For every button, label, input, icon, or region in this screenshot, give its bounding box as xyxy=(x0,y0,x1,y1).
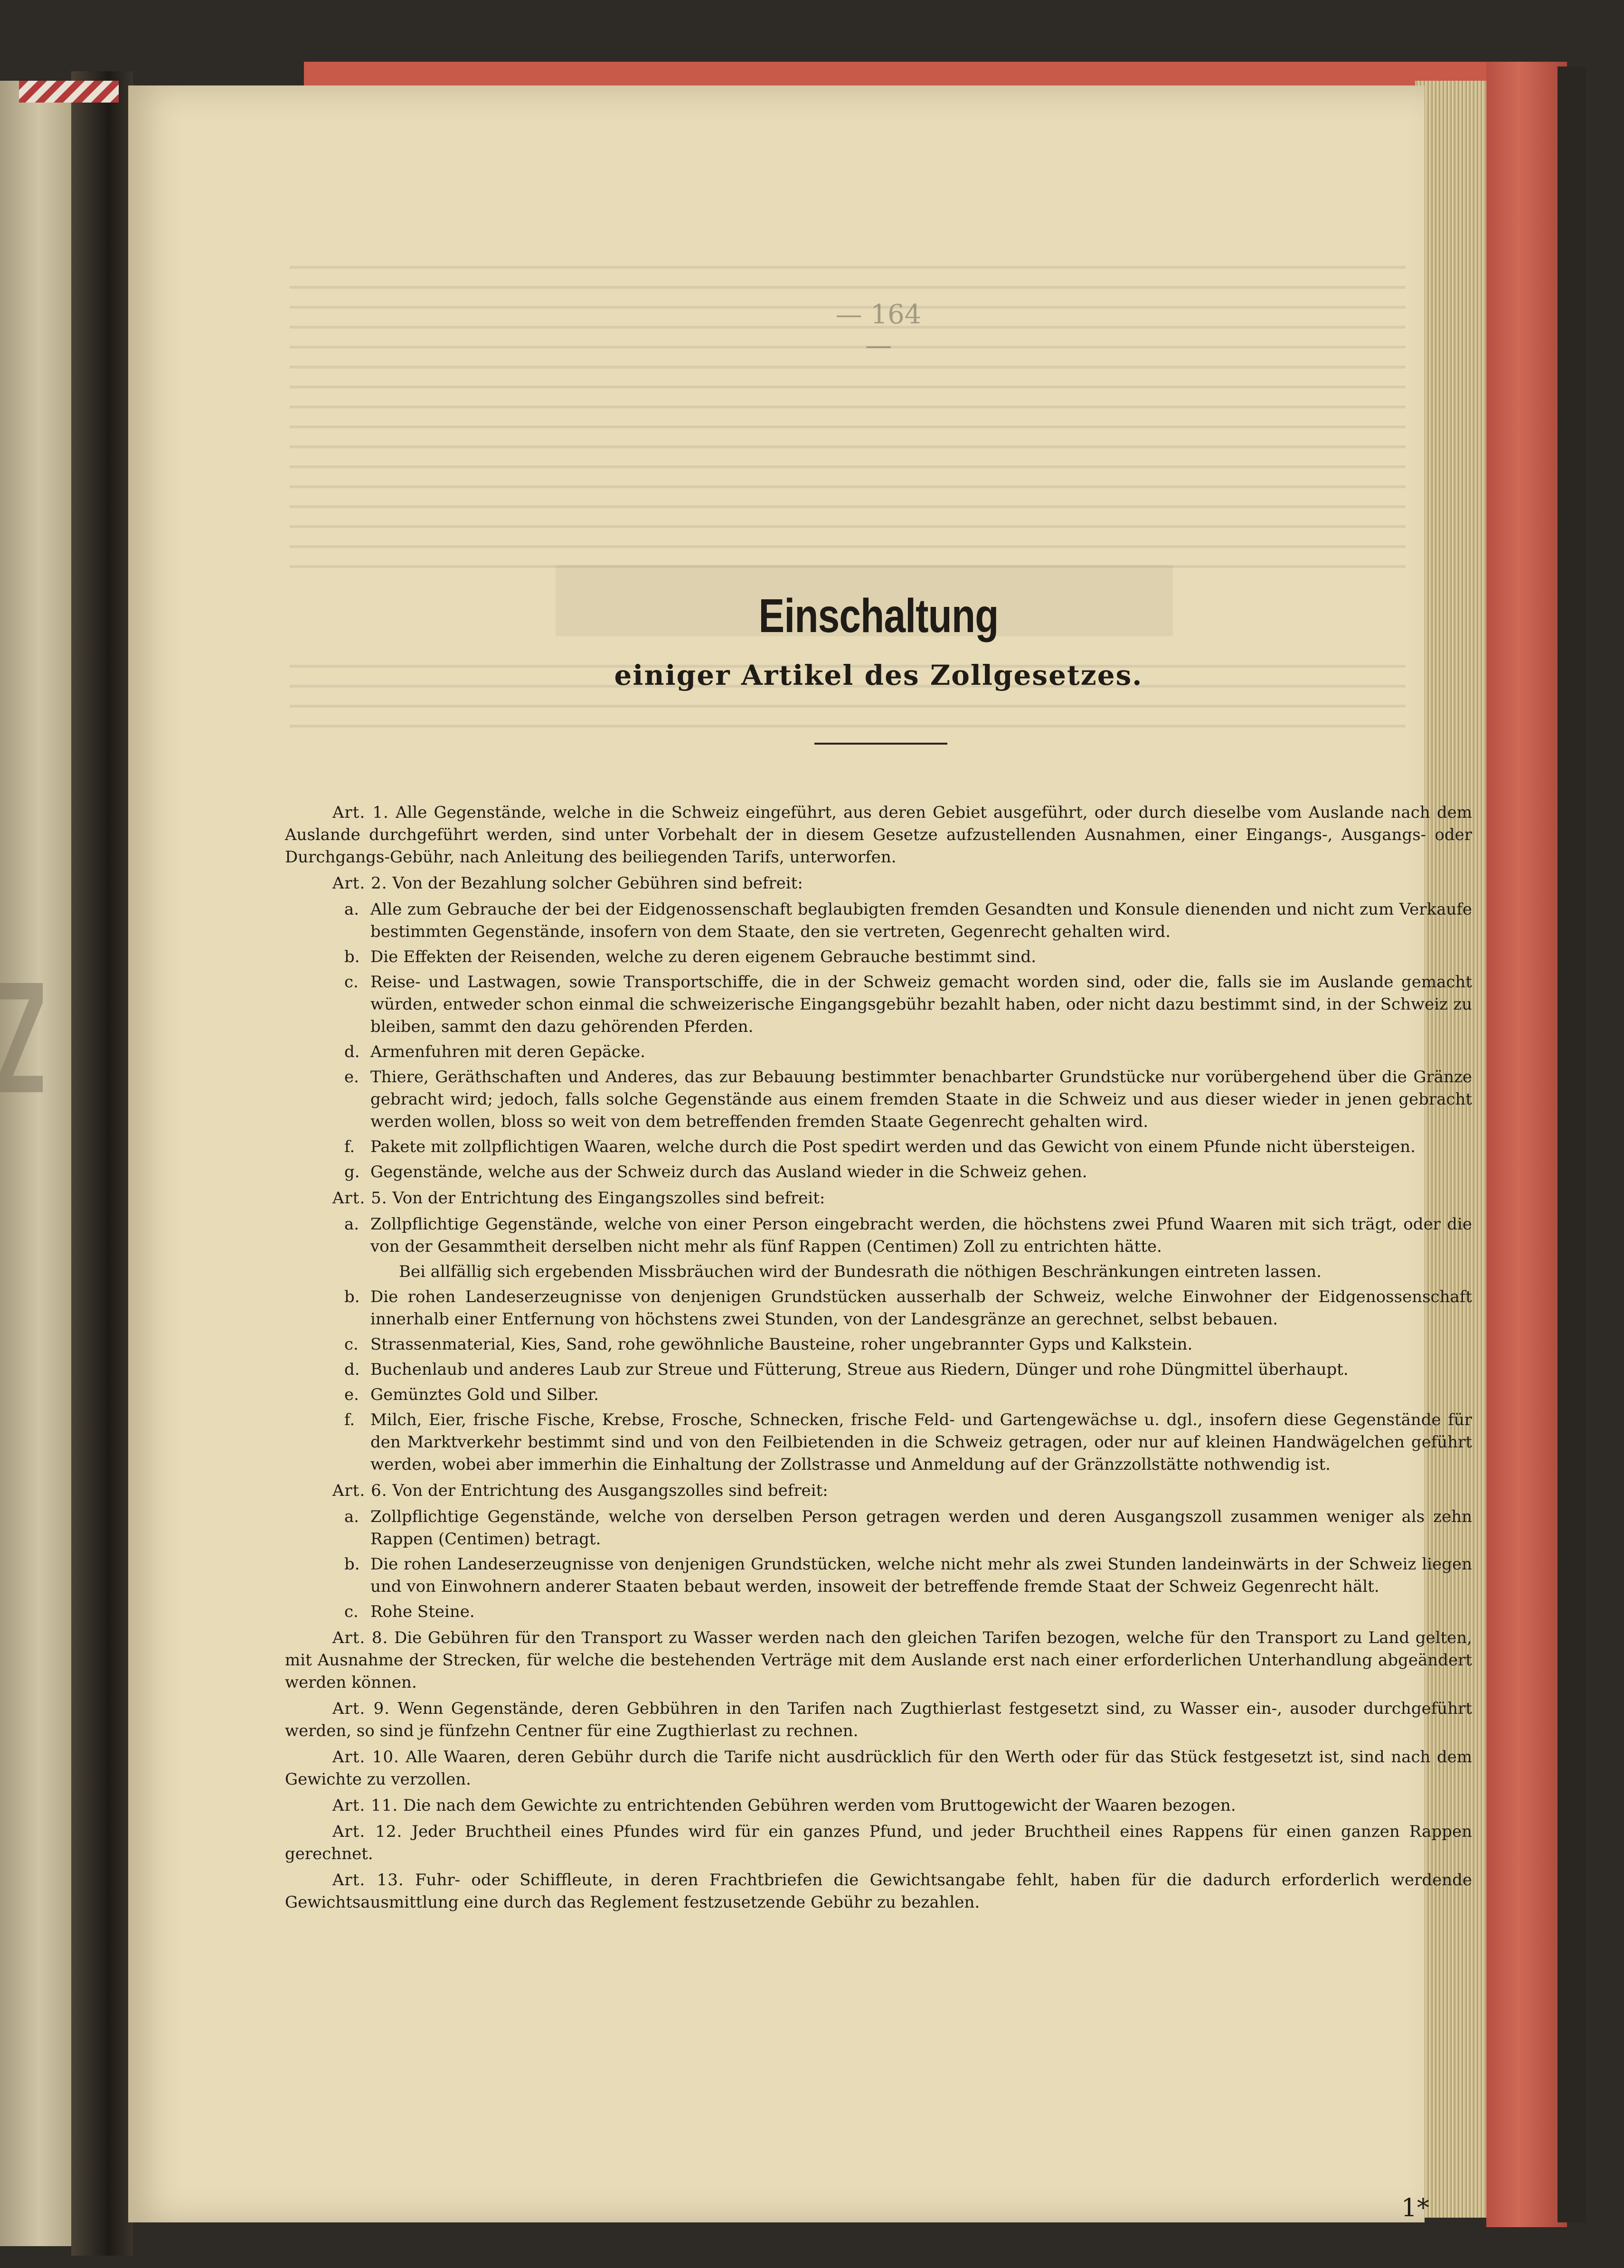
item-text: Milch, Eier, frische Fische, Krebse, Frosche, Schnecken, frische Feld- und Gartengewächse u. dgl., insofern diese Gegenstände für den Marktverkehr bestimmt sind und von den Feilbietenden in die Schweiz getragen, oder nur auf kleinen Handwägelchen geführt werden, wobei aber immerhin die Einhaltung der Zollstrasse und Anmeldung auf der Gränzzollstätte nothwendig ist. xyxy=(370,1410,1472,1474)
article xyxy=(285,1821,1472,1865)
article-text: Fuhr- oder Schiffleute, in deren Frachtbriefen die Gewichtsangabe fehlt, haben für die dadurch erforderlich werdende Gewichtsausmittlung eine durch das Reglement festzusetzende Gebühr zu bezahlen. xyxy=(285,1871,1473,1912)
item-label: a. xyxy=(344,900,359,919)
article xyxy=(285,1795,1472,1817)
article-item xyxy=(285,1553,1472,1598)
facing-page-edge xyxy=(0,81,71,2246)
item-label: g. xyxy=(344,1162,360,1181)
article-label: Art. 10. xyxy=(332,1748,399,1767)
item-note: Bei allfällig sich ergebenden Missbräuchen wird der Bundesrath die nöthigen Beschränkungen eintreten lassen. xyxy=(399,1262,1322,1281)
article-text: Von der Bezahlung solcher Gebühren sind befreit: xyxy=(392,874,803,893)
article-text: Die nach dem Gewichte zu entrichtenden Gebühren werden vom Bruttogewicht der Waaren bezogen. xyxy=(403,1796,1236,1815)
item-text: Zollpflichtige Gegenstände, welche von einer Person eingebracht werden, die höchstens zwei Pfund Waaren mit sich trägt, oder die von der Gesammtheit derselben nicht mehr als fünf Rappen (Centimen) Zoll zu entrichten hätte. xyxy=(370,1215,1472,1256)
page-title: Einschaltung xyxy=(758,589,999,643)
cover-board-right xyxy=(1486,62,1567,2227)
article-label: Art. 12. xyxy=(332,1822,403,1841)
article xyxy=(285,872,1472,895)
article-text: Von der Entrichtung des Eingangszolles sind befreit: xyxy=(392,1189,825,1208)
item-text: Zollpflichtige Gegenstände, welche von derselben Person getragen werden und deren Ausgangszoll zusammen weniger als zehn Rappen (Centimen) betragt. xyxy=(370,1507,1472,1549)
item-text: Rohe Steine. xyxy=(370,1602,475,1621)
article-item xyxy=(285,946,1472,968)
article-item xyxy=(285,1359,1472,1381)
article xyxy=(285,1480,1472,1502)
document-page xyxy=(128,85,1473,2222)
item-label: e. xyxy=(344,1385,359,1404)
article-text: Die Gebühren für den Transport zu Wasser werden nach den gleichen Tarifen bezogen, welche für den Transport zu Land gelten, mit Ausnahme der Strecken, für welche die bestehenden Verträge mit dem Auslande erst nach einer erforderlichen Unterhandlung abgeändert werden können. xyxy=(285,1628,1472,1692)
item-text: Die Effekten der Reisenden, welche zu deren eigenem Gebrauche bestimmt sind. xyxy=(370,947,1037,966)
item-label: b. xyxy=(344,1555,360,1574)
item-label: f. xyxy=(344,1137,355,1156)
item-label: c. xyxy=(344,1602,359,1621)
page-subtitle: einiger Artikel des Zollgesetzes. xyxy=(614,659,1143,691)
article-item xyxy=(285,1161,1472,1183)
article-text: Alle Gegenstände, welche in die Schweiz eingeführt, aus deren Gebiet ausgeführt, oder durch dieselbe vom Auslande nach dem Auslande durchgeführt werden, sind unter Vorbehalt der in diesem Gesetze aufzustellenden Ausnahmen, einer Eingangs-, Ausgangs- oder Durchgangs-Gebühr, nach Anleitung des beiliegenden Tarifs, unterworfen. xyxy=(285,803,1472,867)
article-label: Art. 13. xyxy=(332,1871,404,1890)
bookmark-ribbon xyxy=(19,81,119,103)
book-gutter xyxy=(71,71,133,2256)
article-label: Art. 2. xyxy=(332,874,387,893)
article xyxy=(285,1869,1472,1914)
item-text: Die rohen Landeserzeugnisse von denjenigen Grundstücken ausserhalb der Schweiz, welche Einwohner der Eidgenossenschaft innerhalb einer Entfernung von höchstens zwei Stunden, von der Landesgränze an gerechnet, selbst bebauen. xyxy=(370,1287,1472,1329)
article xyxy=(285,1187,1472,1210)
item-text: Pakete mit zollpflichtigen Waaren, welche durch die Post spedirt werden und das Gewicht von einem Pfunde nicht übersteigen. xyxy=(370,1137,1416,1156)
article xyxy=(285,802,1472,869)
article-item xyxy=(285,1136,1472,1158)
item-label: c. xyxy=(344,1335,359,1354)
item-label: a. xyxy=(344,1507,359,1526)
article-label: Art. 5. xyxy=(332,1189,387,1208)
title-rule xyxy=(814,743,947,745)
article-item xyxy=(285,1286,1472,1331)
signature-mark: 1* xyxy=(1401,2194,1429,2222)
article-item xyxy=(285,1041,1472,1063)
item-text: Die rohen Landeserzeugnisse von denjenigen Grundstücken, welche nicht mehr als zwei Stunden landeinwärts in der Schweiz liegen und von Einwohnern anderer Staaten bebaut werden, insoweit der betreffende fremde Staat der Schweiz Gegenrecht hält. xyxy=(370,1555,1472,1596)
article-item xyxy=(285,898,1472,943)
facing-page-letter-fragment xyxy=(0,983,43,1092)
article xyxy=(285,1698,1472,1742)
article-text: Von der Entrichtung des Ausgangszolles sind befreit: xyxy=(392,1481,828,1500)
item-label: e. xyxy=(344,1068,359,1087)
article-list xyxy=(285,798,1472,1918)
item-label: c. xyxy=(344,973,359,992)
article-item xyxy=(285,1333,1472,1356)
article-item xyxy=(285,971,1472,1038)
article-item xyxy=(285,1384,1472,1406)
item-label: a. xyxy=(344,1215,359,1234)
article-label: Art. 9. xyxy=(332,1699,390,1718)
item-text: Thiere, Geräthschaften und Anderes, das zur Bebauung bestimmter benachbarter Grundstücke nur vorübergehend über die Gränze gebracht wird; jedoch, falls solche Gegenstände aus einem fremden Staate in die Schweiz und aus dieser wieder in jenen gebracht werden wollen, bloss so weit von dem betreffenden fremden Staate Gegenrecht gehalten wird. xyxy=(370,1068,1472,1131)
article-label: Art. 8. xyxy=(332,1628,388,1647)
article-label: Art. 11. xyxy=(332,1796,398,1815)
item-text: Buchenlaub und anderes Laub zur Streue und Fütterung, Streue aus Riedern, Dünger und rohe Düngmittel überhaupt. xyxy=(370,1360,1349,1379)
article-item xyxy=(285,1213,1472,1258)
item-label: b. xyxy=(344,1287,360,1306)
item-text: Strassenmaterial, Kies, Sand, rohe gewöhnliche Bausteine, roher ungebrannter Gyps und Kalkstein. xyxy=(370,1335,1193,1354)
item-text: Gemünztes Gold und Silber. xyxy=(370,1385,599,1404)
item-label: b. xyxy=(344,947,360,966)
item-text: Gegenstände, welche aus der Schweiz durch das Ausland wieder in die Schweiz gehen. xyxy=(370,1162,1087,1181)
item-label: f. xyxy=(344,1410,355,1429)
article-text: Wenn Gegenstände, deren Gebbühren in den Tarifen nach Zugthierlast festgesetzt sind, zu Wasser ein-, ausoder durchgeführt werden, so sind je fünfzehn Centner für eine Zugthierlast zu rechnen. xyxy=(285,1699,1473,1740)
article xyxy=(285,1627,1472,1694)
article-item xyxy=(285,1409,1472,1476)
article-item xyxy=(285,1601,1472,1623)
article-item xyxy=(285,1066,1472,1133)
item-text: Armenfuhren mit deren Gepäcke. xyxy=(370,1042,645,1061)
article-text: Alle Waaren, deren Gebühr durch die Tarife nicht ausdrücklich für den Werth oder für das Stück festgesetzt ist, sind nach dem Gewichte zu verzollen. xyxy=(285,1748,1473,1789)
article-label: Art. 6. xyxy=(332,1481,387,1500)
item-text: Reise- und Lastwagen, sowie Transportschiffe, die in der Schweiz gemacht worden sind, oder die, falls sie im Auslande gemacht würden, entweder schon einmal die schweizerische Eingangsgebühr bezahlt haben, oder nicht dazu bestimmt sind, in der Schweiz zu bleiben, sammt den dazu gehörenden Pferden. xyxy=(370,973,1472,1036)
article-label: Art. 1. xyxy=(332,803,389,822)
item-text: Alle zum Gebrauche der bei der Eidgenossenschaft beglaubigten fremden Gesandten und Konsule dienenden und nicht zum Verkaufe bestimmten Gegenstände, insofern von dem Staate, den sie vertreten, Gegenrecht gehalten wird. xyxy=(370,900,1472,941)
item-label: d. xyxy=(344,1042,360,1061)
article xyxy=(285,1746,1472,1791)
article-text: Jeder Bruchtheil eines Pfundes wird für ein ganzes Pfund, und jeder Bruchtheil eines Rappens für einen ganzen Rappen gerechnet. xyxy=(285,1822,1473,1863)
page-number: — 164 — xyxy=(835,299,922,361)
item-label: d. xyxy=(344,1360,360,1379)
binding-edge xyxy=(1558,66,1586,2222)
article-item xyxy=(285,1506,1472,1550)
